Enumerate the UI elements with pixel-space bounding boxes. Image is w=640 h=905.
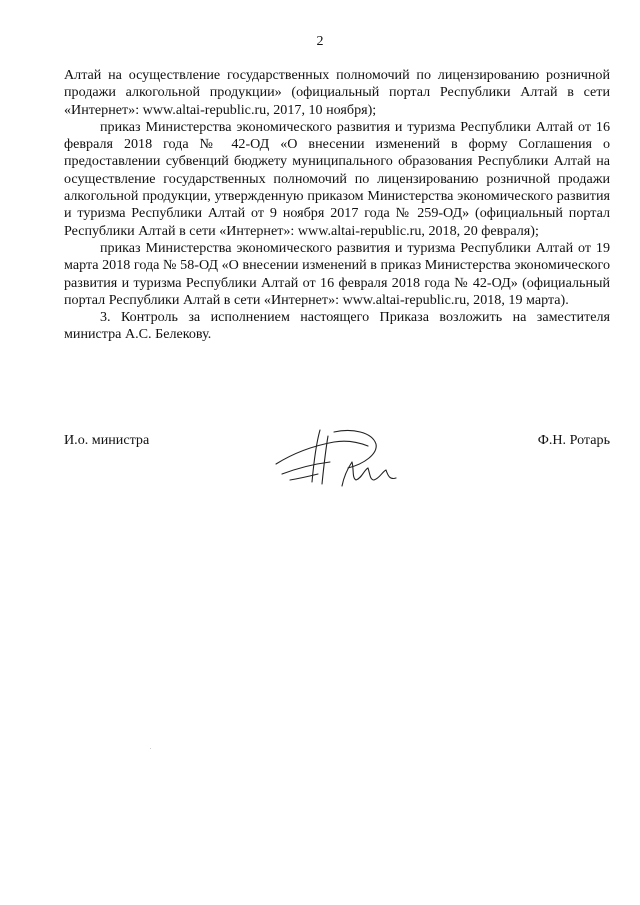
text-line: розничной продажи алкогольной продукции, утвержденную приказом	[64, 170, 610, 205]
paragraph	[64, 119, 610, 240]
text-line: 3. Контроль за исполнением настоящего Приказа возложить на заместителя	[100, 309, 610, 326]
text-line: Алтай на осуществление государственных полномочий по лицензированию	[64, 67, 540, 83]
paragraph	[64, 309, 610, 344]
text-line: www.altai-republic.ru, 2018, 19 марта).	[342, 291, 569, 308]
page-number: 2	[316, 34, 324, 49]
text-line: «Интернет»: www.altai-republic.ru, 2018, 20 февраля);	[219, 222, 539, 239]
text-line: 19 марта 2018 года № 58-ОД «О внесении изменений в приказ Министерства	[64, 239, 610, 274]
handwritten-signature-image	[272, 424, 408, 492]
signatory-name: Ф.Н. Ротарь	[537, 432, 610, 448]
text-line: предоставлении субвенций бюджету муниципального образования Республики	[64, 153, 549, 170]
text-line: Алтай на осуществление государственных полномочий по лицензированию	[64, 153, 611, 187]
scan-speck	[150, 748, 151, 749]
text-line: министра А.С. Белекову.	[64, 326, 212, 343]
signatory-title: И.о. министра	[64, 432, 150, 448]
text-line: Министерства экономического развития и туризма Республики Алтай от 9 ноября	[64, 188, 610, 222]
text-line: 2017 года № 259-ОД» (официальный портал Республики Алтай в сети	[64, 205, 610, 239]
text-line: экономического развития и туризма Республики Алтай от 16 февраля 2018 года №	[64, 257, 610, 291]
text-line: приказ Министерства экономического развития и туризма Республики Алтай от	[100, 239, 592, 256]
paragraph	[64, 67, 610, 119]
text-line: приказ Министерства экономического развития и туризма Республики Алтай от	[100, 118, 592, 135]
text-line: розничной продажи алкогольной продукции» (официальный портал Республики	[64, 67, 610, 101]
text-line: 42-ОД» (официальный портал Республики Алтай в сети «Интернет»:	[64, 274, 610, 308]
text-line: Алтай в сети «Интернет»: www.altai-republic.ru, 2017, 10 ноября);	[64, 84, 610, 118]
paragraph	[64, 240, 610, 309]
text-line: 16 февраля 2018 года № 42-ОД «О внесении изменений в форму Соглашения о	[64, 118, 610, 153]
document-body	[64, 67, 610, 344]
